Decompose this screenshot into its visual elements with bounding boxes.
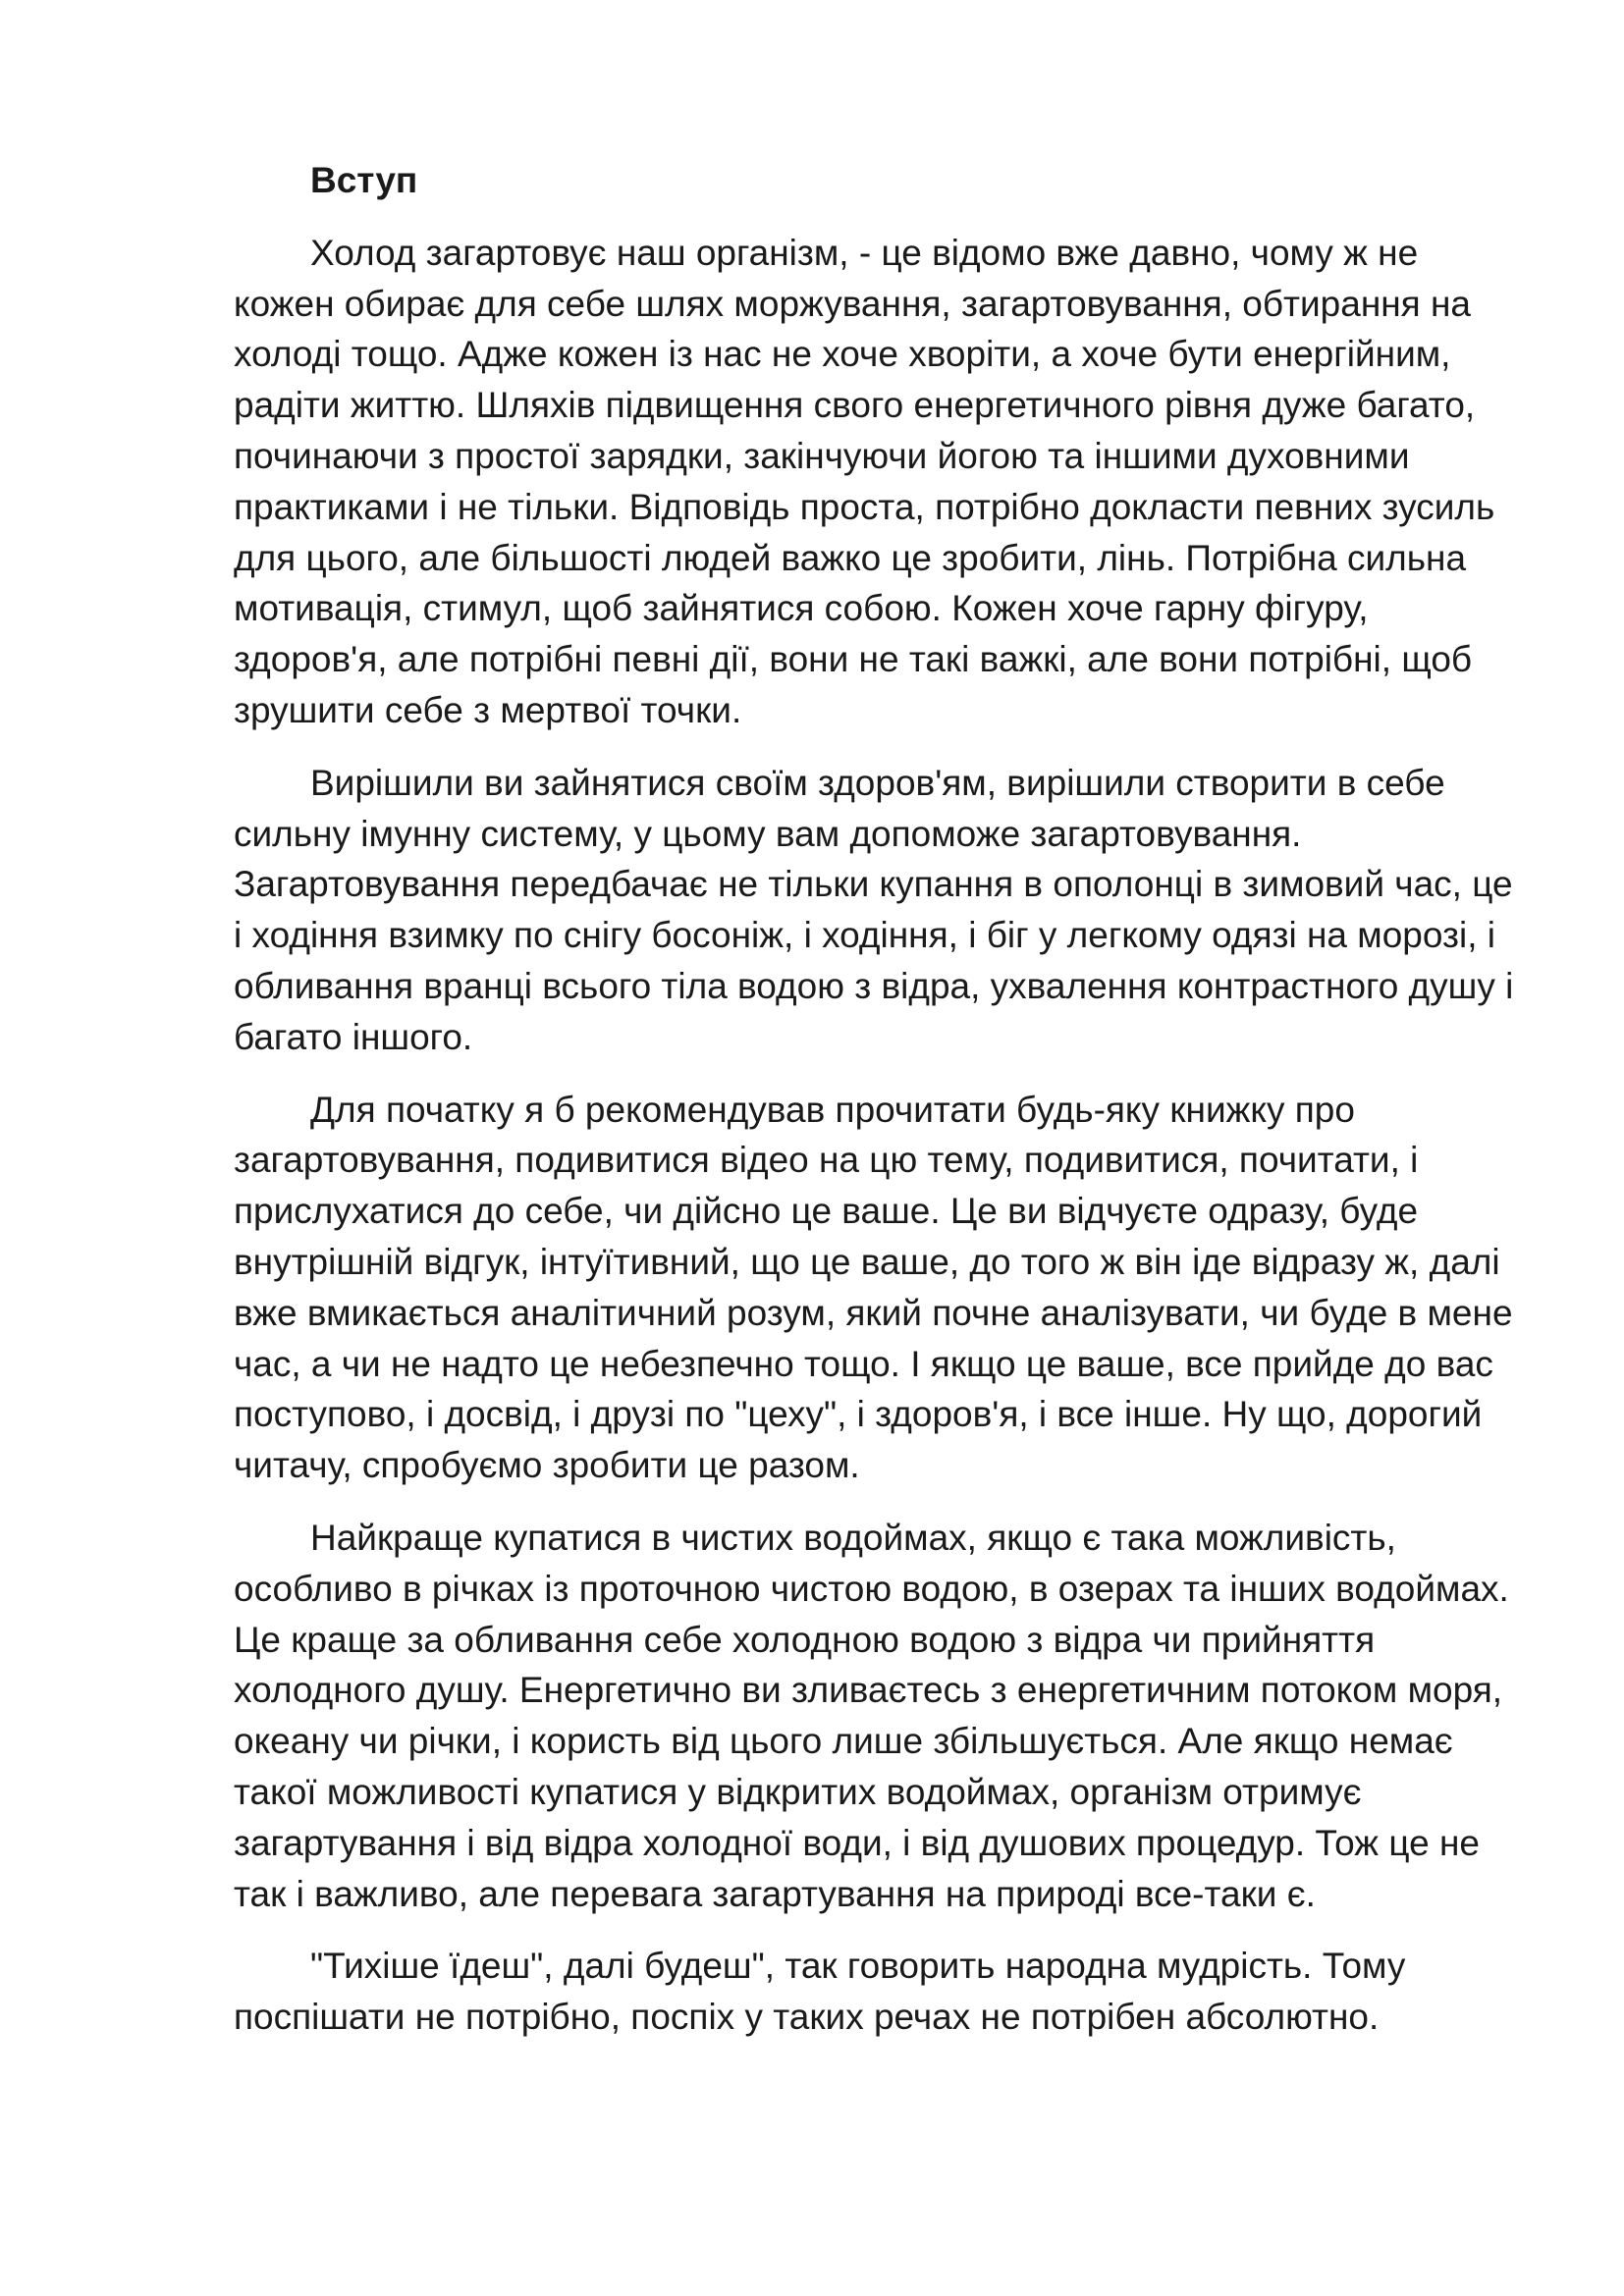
paragraph-1: Холод загартовує наш організм, - це відомо вже давно, чому ж не кожен обирає для себе шлях моржування, загартовування, обтирання на холоді тощо. Адже кожен із нас не хоче хворіти, а хоче бути енергійним, радіти життю. Шляхів підвищення свого енергетичного рівня дуже багато, починаючи з простої зарядки, закінчуючи йогою та іншими духовними практиками і не тільки. Відповідь проста, потрібно докласти певних зусиль для цього, але більшості людей важко це зробити, лінь. Потрібна сильна мотивація, стимул, щоб зайнятися собою. Кожен хоче гарну фігуру, здоров'я, але потрібні певні дії, вони не такі важкі, але вони потрібні, щоб зрушити себе з мертвої точки. [234,232,1495,730]
section-heading: Вступ [310,160,418,200]
paragraph-3: Для початку я б рекомендував прочитати будь-яку книжку про загартовування, подивитися відео на цю тему, подивитися, почитати, і прислухатися до себе, чи дійсно це ваше. Це ви відчуєте одразу, буде внутрішній відгук, інтуїтивний, що це ваше, до того ж він іде відразу ж, далі вже вмикається аналітичний розум, який почне аналізувати, чи буде в мене час, а чи не надто це небезпечно тощо. І якщо це ваше, все прийде до вас поступово, і досвід, і друзі по "цеху", і здоров'я, і все інше. Ну що, дорогий читачу, спробуємо зробити це разом. [234,1089,1513,1486]
text-column [234,155,1528,2043]
paragraph-5: "Тихіше їдеш", далі будеш", так говорить народна мудрість. Тому поспішати не потрібно, поспіх у таких речах не потрібен абсолютно. [234,1946,1406,2038]
paragraph-2: Вирішили ви зайнятися своїм здоров'ям, вирішили створити в себе сильну імунну систему, у цьому вам допоможе загартовування. Загартовування передбачає не тільки купання в ополонці в зимовий час, це і ходіння взимку по снігу босоніж, і ходіння, і біг у легкому одязі на морозі, і обливання вранці всього тіла водою з відра, ухвалення контрастного душу і багато іншого. [234,762,1514,1057]
paragraph-4: Найкраще купатися в чистих водоймах, якщо є така можливість, особливо в річках із проточною чистою водою, в озерах та інших водоймах. Це краще за обливання себе холодною водою з відра чи прийняття холодного душу. Енергетично ви зливаєтесь з енергетичним потоком моря, океану чи річки, і користь від цього лише збільшується. Але якщо немає такої можливості купатися у відкритих водоймах, організм отримує загартування і від відра холодної води, і від душових процедур. Тож це не так і важливо, але перевага загартування на природі все-таки є. [234,1517,1509,1914]
